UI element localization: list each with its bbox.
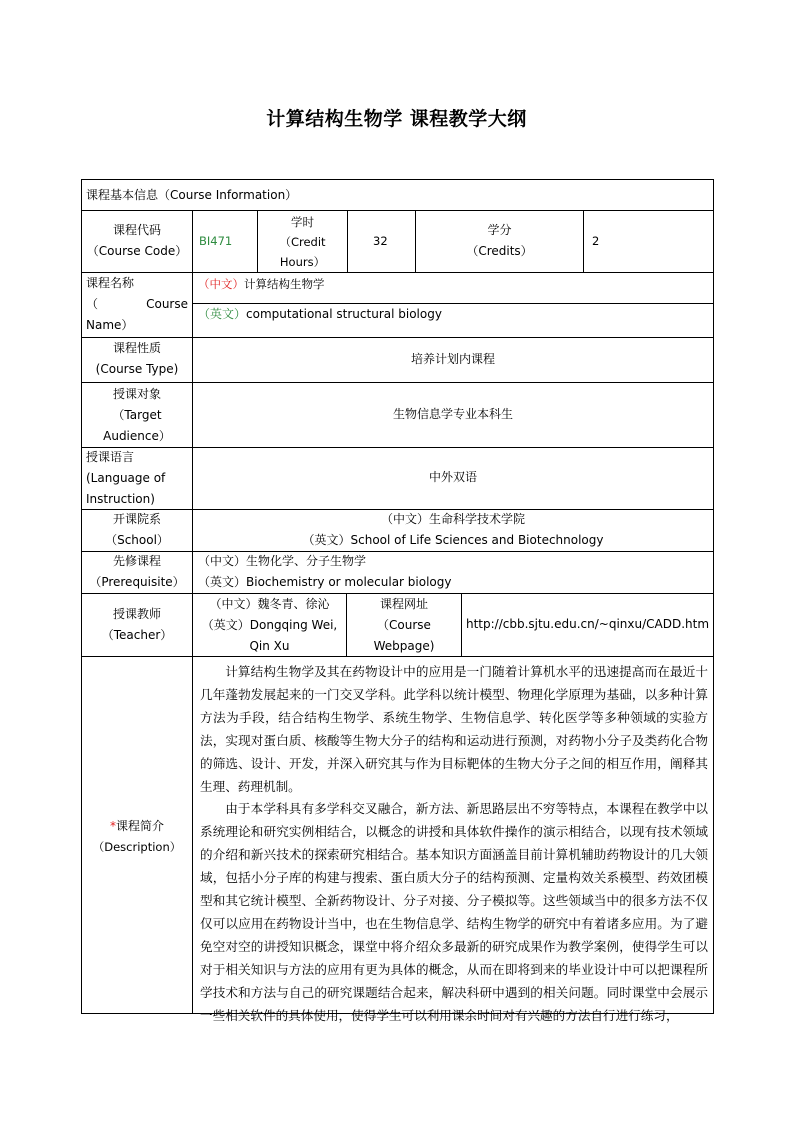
prerequisite-label-zh: 先修课程 — [112, 554, 161, 568]
teacher-value — [193, 594, 346, 657]
description-paragraph: 由于本学科具有多学科交叉融合，新方法、新思路层出不穷等特点，本课程在教学中以系统理论和研究实例相结合，以概念的讲授和具体软件操作的演示相结合，以现有技术领域的介绍和新兴技术的探索研究相结合。基本知识方面涵盖目前计算机辅助药物设计的几大领域，包括小分子库的构建与搜索、蛋白质大分子的结构预测、定量构效关系模型、药效团模型和其它统计模型、全新药物设计、分子对接、分子模拟等。这些领域当中的很多方法不仅仅可以应用在药物设计当中，也在生物信息学、结构生物学的研究中有着诸多应用。为了避免空对空的讲授知识概念，课堂中将介绍众多最新的研究成果作为教学案例，使得学生可以对于相关知识与方法的应用有更为具体的概念，从而在即将到来的毕业设计中可以把课程所学技术和方法与自己的研究课题结合起来，解决科研中遇到的相关问题。同时课堂中会展示一些相关软件的具体使用，使得学生可以利用课余时间对有兴趣的方法自行进行练习， — [200, 801, 708, 1023]
audience-label-zh: 授课对象 — [112, 387, 161, 401]
teacher-label-zh: 授课教师 — [112, 607, 161, 621]
audience-label-en2: Audience） — [103, 429, 171, 443]
teacher-zh: （中文）魏冬青、徐沁 — [209, 597, 330, 611]
webpage-label-en2: Webpage) — [373, 639, 435, 653]
course-type-label-en: (Course Type) — [95, 362, 179, 376]
hours-label-en1: （Credit — [279, 235, 326, 249]
description-label-zh: 课程简介 — [115, 819, 164, 833]
prerequisite-zh: （中文）生物化学、分子生物学 — [198, 554, 367, 568]
school-label — [82, 509, 192, 551]
course-code-label-en: （Course Code） — [86, 244, 188, 258]
course-type-label-zh: 课程性质 — [112, 341, 161, 355]
table-border-right — [713, 179, 714, 1014]
audience-value: 生物信息学专业本科生 — [392, 407, 513, 421]
description-label-zh-line — [82, 816, 192, 837]
credits-label-zh: 学分 — [487, 223, 512, 237]
course-name-label-paren: （ — [86, 297, 99, 311]
audience-label-en1: （Target — [112, 408, 162, 422]
course-code-label-zh: 课程代码 — [112, 223, 161, 237]
webpage-label — [347, 594, 461, 657]
course-code-label — [82, 220, 192, 262]
hours-value: 32 — [373, 234, 388, 248]
prerequisite-label-en: （Prerequisite） — [89, 575, 185, 589]
course-name-zh — [198, 274, 325, 294]
course-name-label-course: Course — [146, 297, 188, 311]
table-border-left — [81, 179, 82, 1014]
required-star: * — [109, 819, 116, 833]
hours-label — [258, 212, 347, 272]
school-en: （英文）School of Life Sciences and Biotechnology — [302, 533, 604, 547]
teacher-en1: （英文）Dongqing Wei, — [201, 618, 338, 632]
school-value — [193, 509, 713, 551]
course-type-value: 培养计划内课程 — [410, 352, 495, 366]
school-label-en: （School） — [105, 533, 169, 547]
teacher-label — [82, 604, 192, 646]
description-paragraph: 计算结构生物学及其在药物设计中的应用是一门随着计算机水平的迅速提高而在最近十几年蓬勃发展起来的一门交叉学科。此学科以统计模型、物理化学原理为基础，以多种计算方法为手段，结合结构生物学、系统生物学、生物信息学、转化医学等多种领域的实验方法，实现对蛋白质、核酸等生物大分子的结构和运动进行预测，对药物小分子及类药化合物的筛选、设计、开发，并深入研究其与作为目标靶体的生物大分子之间的相互作用，阐释其生理、药理机制。 — [200, 664, 708, 794]
description-label-en: （Description） — [92, 840, 182, 854]
course-name-label-zh: 课程名称 — [86, 276, 135, 290]
audience-label — [82, 384, 192, 447]
description-label — [82, 816, 192, 858]
column-divider — [583, 210, 584, 272]
school-label-zh: 开课院系 — [112, 512, 161, 526]
course-name-label-name: Name） — [86, 318, 134, 332]
course-name-label-en-line — [86, 294, 188, 315]
course-name-en-value: computational structural biology — [246, 307, 442, 321]
hours-label-zh: 学时 — [291, 215, 314, 229]
prerequisite-value — [198, 551, 452, 593]
course-name-label — [86, 273, 188, 336]
language-label-en2: Instruction) — [86, 492, 155, 506]
prerequisite-en: （英文）Biochemistry or molecular biology — [198, 575, 452, 589]
course-webpage-link[interactable]: http://cbb.sjtu.edu.cn/~qinxu/CADD.htm — [465, 617, 710, 631]
course-name-en — [198, 304, 442, 325]
webpage-label-zh: 课程网址 — [379, 597, 428, 611]
hours-label-en2: Hours） — [279, 255, 326, 269]
credits-label — [416, 220, 583, 262]
prerequisite-label — [82, 551, 192, 593]
course-code-value: BI471 — [199, 234, 233, 248]
language-value: 中外双语 — [428, 470, 477, 484]
course-info-header: 课程基本信息（Course Information） — [86, 188, 298, 202]
school-zh: （中文）生命科学技术学院 — [380, 512, 525, 526]
teacher-label-en: （Teacher） — [101, 628, 173, 642]
credits-value: 2 — [592, 234, 600, 248]
course-type-label — [82, 338, 192, 380]
course-name-zh-tag: （中文） — [198, 277, 244, 291]
column-divider — [347, 210, 348, 272]
language-label-zh: 授课语言 — [86, 450, 135, 464]
row-divider — [81, 382, 714, 383]
course-name-en-tag: （英文） — [198, 307, 247, 321]
document-title: 计算结构生物学 课程教学大纲 — [266, 108, 527, 130]
description-text — [200, 661, 708, 1028]
credits-label-en: （Credits） — [466, 244, 533, 258]
teacher-en2: Qin Xu — [249, 639, 290, 653]
row-divider — [81, 210, 714, 211]
table-border-top — [81, 179, 714, 180]
language-label-en1: (Language of — [86, 471, 166, 485]
language-label — [86, 447, 190, 510]
webpage-label-en1: （Course — [377, 618, 431, 632]
course-name-zh-value: 计算结构生物学 — [244, 277, 325, 291]
